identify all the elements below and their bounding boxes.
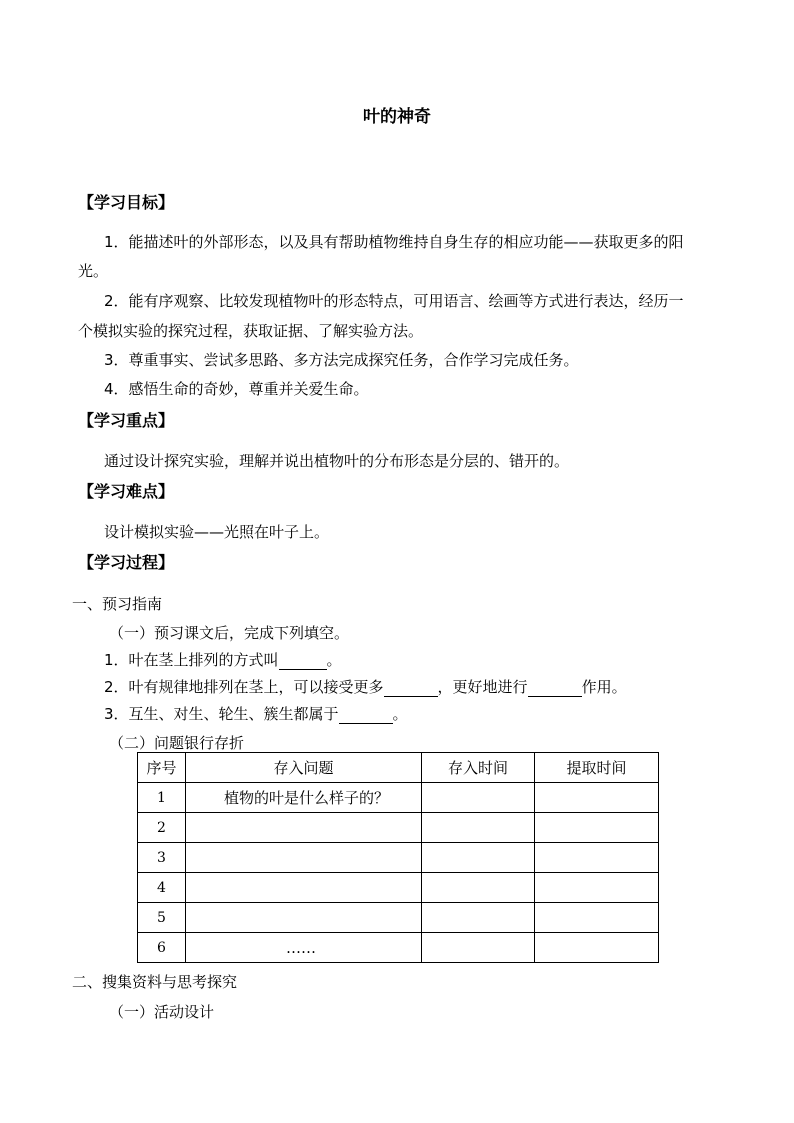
q1-text-a: 1．叶在茎上排列的方式叫 [104,651,279,669]
question-cell[interactable] [186,873,422,903]
fill-blank[interactable] [279,653,327,670]
goals-heading: 【学习目标】 [78,193,175,212]
key-text: 通过设计探究实验，理解并说出植物叶的分布形态是分层的、错开的。 [104,452,570,470]
question-bank-table [137,752,659,963]
goal-line: 4．感悟生命的奇妙，尊重并关爱生命。 [104,380,369,398]
fill-blank[interactable] [384,680,438,697]
part2-title: 二、搜集资料与思考探究 [72,973,238,991]
table-row [138,843,659,873]
table-row [138,873,659,903]
fill-question-3 [104,704,408,724]
table-row [138,903,659,933]
withdraw-time-cell[interactable] [535,813,659,843]
question-cell[interactable]: 植物的叶是什么样子的？ [186,783,422,813]
key-heading: 【学习重点】 [78,411,175,430]
fill-question-1 [104,650,342,670]
withdraw-time-cell[interactable] [535,783,659,813]
withdraw-time-cell[interactable] [535,903,659,933]
deposit-time-cell[interactable] [422,813,535,843]
fill-blank[interactable] [339,707,393,724]
question-cell[interactable] [186,813,422,843]
goal-line: 1．能描述叶的外部形态，以及具有帮助植物维持自身生存的相应功能——获取更多的阳 [104,233,684,251]
question-cell[interactable] [186,903,422,933]
row-number: 1 [138,783,186,813]
deposit-time-cell[interactable] [422,843,535,873]
fill-blank[interactable] [528,680,582,697]
row-number: 4 [138,873,186,903]
withdraw-time-cell[interactable] [535,933,659,963]
table-row [138,933,659,963]
goal-line: 个模拟实验的探究过程，获取证据、了解实验方法。 [78,322,424,340]
withdraw-time-cell[interactable] [535,843,659,873]
goal-line: 2．能有序观察、比较发现植物叶的形态特点，可用语言、绘画等方式进行表达，经历一 [104,292,684,310]
goal-line: 光。 [78,262,109,280]
sub2-title: （二）问题银行存折 [109,734,245,752]
row-number: 3 [138,843,186,873]
process-heading: 【学习过程】 [78,553,175,572]
q1-text-b: 。 [326,651,342,669]
table-header-cell: 提取时间 [535,753,659,783]
deposit-time-cell[interactable] [422,903,535,933]
row-number: 5 [138,903,186,933]
withdraw-time-cell[interactable] [535,873,659,903]
table-row [138,783,659,813]
table-row [138,813,659,843]
question-cell[interactable] [186,843,422,873]
q3-text-b: 。 [392,705,408,723]
sub1-title: （一）预习课文后，完成下列填空。 [109,624,350,642]
deposit-time-cell[interactable] [422,873,535,903]
part1-title: 一、预习指南 [72,595,163,613]
row-number: 6 [138,933,186,963]
question-cell[interactable]: …… [186,933,422,963]
part2-sub1-title: （一）活动设计 [109,1003,215,1021]
table-header-row [138,753,659,783]
goal-line: 3．尊重事实、尝试多思路、多方法完成探究任务，合作学习完成任务。 [104,351,579,369]
page-title: 叶的神奇 [363,107,431,127]
q2-text-c: 作用。 [581,678,627,696]
deposit-time-cell[interactable] [422,933,535,963]
deposit-time-cell[interactable] [422,783,535,813]
difficulty-text: 设计模拟实验——光照在叶子上。 [104,523,330,541]
q2-text-a: 2．叶有规律地排列在茎上，可以接受更多 [104,678,384,696]
q3-text-a: 3．互生、对生、轮生、簇生都属于 [104,705,339,723]
row-number: 2 [138,813,186,843]
table-header-cell: 序号 [138,753,186,783]
difficulty-heading: 【学习难点】 [78,482,175,501]
fill-question-2 [104,677,627,697]
table-header-cell: 存入时间 [422,753,535,783]
table-header-cell: 存入问题 [186,753,422,783]
q2-text-b: ，更好地进行 [437,678,528,696]
